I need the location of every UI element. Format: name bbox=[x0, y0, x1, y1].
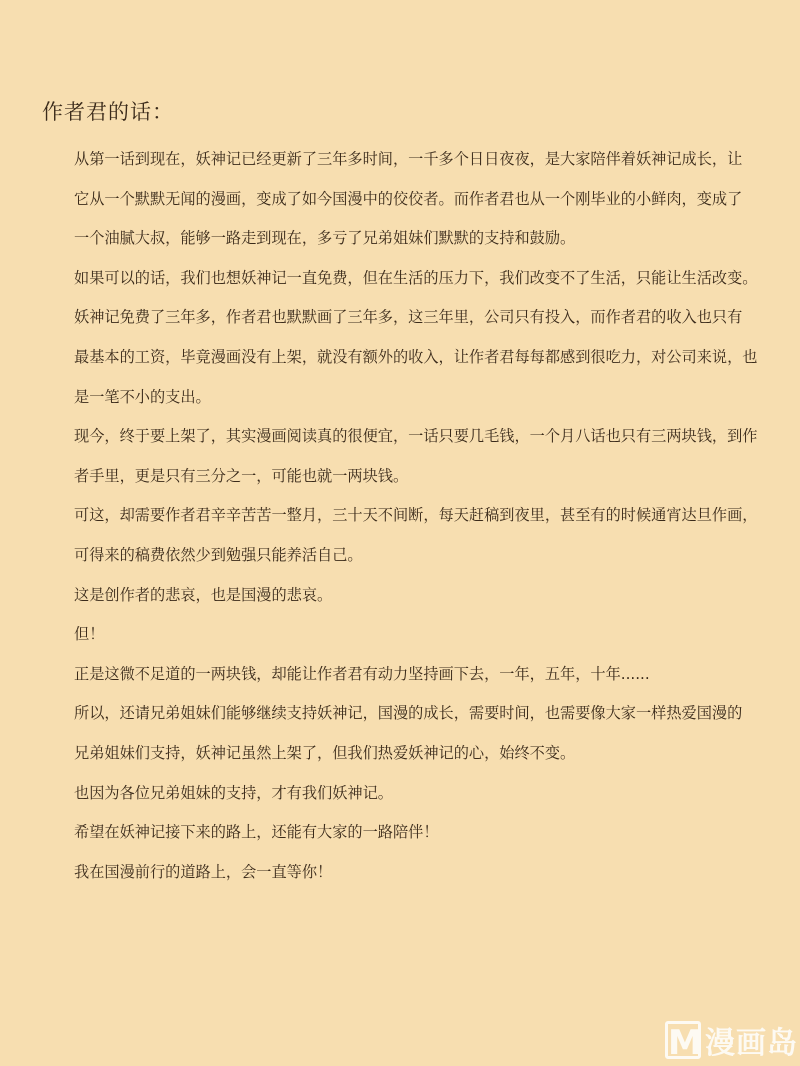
text-line: 我在国漫前行的道路上，会一直等你！ bbox=[74, 862, 333, 881]
text-line: 可这，却需要作者君辛辛苦苦一整月，三十天不间断，每天赶稿到夜里，甚至有的时候通宵达旦作画， bbox=[74, 506, 758, 525]
text-line: 可得来的稿费依然少到勉强只能养活自己。 bbox=[74, 545, 363, 564]
text-line: 兄弟姐妹们支持，妖神记虽然上架了，但我们热爱妖神记的心，始终不变。 bbox=[74, 743, 576, 762]
text-line: 所以，还请兄弟姐妹们能够继续支持妖神记，国漫的成长，需要时间，也需要像大家一样热爱国漫的 bbox=[74, 704, 743, 723]
watermark-logo-icon: M bbox=[665, 1021, 701, 1059]
text-line: 一个油腻大叔，能够一路走到现在，多亏了兄弟姐妹们默默的支持和鼓励。 bbox=[74, 229, 576, 248]
text-line: 最基本的工资，毕竟漫画没有上架，就没有额外的收入，让作者君每每都感到很吃力，对公司来说，也 bbox=[74, 347, 758, 366]
text-line: 妖神记免费了三年多，作者君也默默画了三年多，这三年里，公司只有投入，而作者君的收入也只有 bbox=[74, 308, 743, 327]
text-line: 也因为各位兄弟姐妹的支持，才有我们妖神记。 bbox=[74, 783, 393, 802]
text-line: 从第一话到现在，妖神记已经更新了三年多时间，一千多个日日夜夜，是大家陪伴着妖神记成长，让 bbox=[74, 150, 743, 168]
text-line: 如果可以的话，我们也想妖神记一直免费，但在生活的压力下，我们改变不了生活，只能让生活改变。 bbox=[74, 268, 758, 287]
text-line: 它从一个默默无闻的漫画，变成了如今国漫中的佼佼者。而作者君也从一个刚毕业的小鲜肉，变成了 bbox=[74, 189, 743, 208]
text-line: 这是创作者的悲哀，也是国漫的悲哀。 bbox=[74, 585, 333, 604]
text-line: 正是这微不足道的一两块钱，却能让作者君有动力坚持画下去，一年，五年，十年...... bbox=[74, 664, 650, 683]
text-line: 但！ bbox=[74, 625, 105, 644]
text-line: 现今，终于要上架了，其实漫画阅读真的很便宜，一话只要几毛钱，一个月八话也只有三两块钱，到作 bbox=[74, 427, 758, 446]
watermark-text: 漫画岛 bbox=[705, 1026, 798, 1061]
text-line: 者手里，更是只有三分之一，可能也就一两块钱。 bbox=[74, 466, 409, 485]
watermark bbox=[665, 1018, 798, 1062]
letter-body bbox=[74, 140, 774, 892]
text-line: 是一笔不小的支出。 bbox=[74, 387, 211, 406]
text-line: 希望在妖神记接下来的路上，还能有大家的一路陪伴！ bbox=[74, 823, 439, 842]
page-title: 作者君的话： bbox=[42, 100, 174, 124]
